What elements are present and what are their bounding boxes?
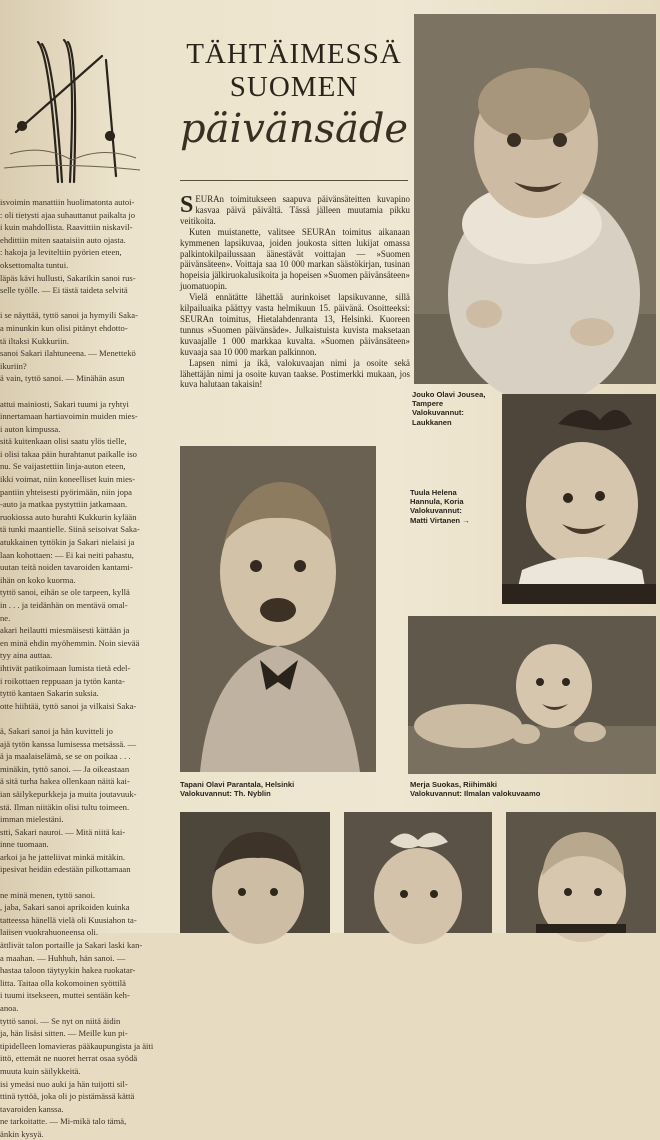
article-paragraph-2: Kuten muistanette, valitsee SEURAn toimitus aikanaan kymmenen lapsikuvaa, joiden joukosta sitten lukijat omassa palkintokilpailussaan äänestävät voittajan — »Suomen päivänsäteen». Voittaja saa 10 000 markan säästökirjan, tusinan hopeisia jälkiruokalusikoita ja hopeisen »Suomen päivänsäteen» juomatuopin. <box>180 226 410 292</box>
caption-merja: Merja Suokas, Riihimäki Valokuvannut: Ilmalan valokuvaamo <box>410 780 541 799</box>
headline-script: päivänsäde <box>180 106 409 152</box>
left-story-line: minäkin, tyttö sanoi. — Ja oikeastaan <box>0 763 130 774</box>
photo-child-bottom-1 <box>180 812 330 933</box>
left-story-line: : hakoja ja leviteltiin pyörien eteen, <box>0 247 122 258</box>
left-story-line: ihtivät patikoimaan lumista tietä edel- <box>0 662 131 673</box>
left-story-line: ttinä tyttöä, joka oli jo pistämässä kättä <box>0 1091 135 1102</box>
left-story-line: ne tarkoitatte. — Mi-mikä talo tämä, <box>0 1116 127 1127</box>
photo-child-bottom-2 <box>344 812 492 933</box>
left-story-line: otte hiihtää, tyttö sanoi ja vilkaisi Saka- <box>0 700 137 711</box>
left-story-line: ä vain, tyttö sanoi. — Minähän asun <box>0 373 125 384</box>
left-story-line: pantiin yhteisesti pyörimään, niin jopa <box>0 486 132 497</box>
left-story-line: atukkainen tyttökin ja Sakari nielaisi ja <box>0 537 135 548</box>
left-story-line: oksettomalta tuntui. <box>0 259 69 270</box>
left-story-line: tä iltaksi Kukkuriin. <box>0 335 69 346</box>
left-story-line: tipidelleen lomavieras pääkaupungista ja äiti <box>0 1040 154 1051</box>
left-story-line: nu. Se vaijastettiin linja-auton eteen, <box>0 461 126 472</box>
left-story-line <box>0 877 172 888</box>
left-story-line: i roikottaen reppuaan ja tytön kanta- <box>0 675 125 686</box>
left-story-line: ehdittiin miten saataisiin auto ojasta. <box>0 234 126 245</box>
left-story-line: ne minä menen, tyttö sanoi. <box>0 889 95 900</box>
photo-child-bottom-3 <box>506 812 656 933</box>
drop-cap: S <box>180 192 194 218</box>
left-story-line: , jaba, Sakari sanoi aprikoiden kuinka <box>0 902 130 913</box>
article-paragraph-1: S EURAn toimitukseen saapuva päivänsäteitten kuvapino kasvaa päivä päivältä. Tässä jälleen muutamia pikku veitikoita. <box>180 192 410 226</box>
left-story-line: en minä ehdin myöhemmin. Noin sievää <box>0 637 140 648</box>
left-story-line: inne tuomaan. <box>0 839 49 850</box>
left-story-line: ikuriin? <box>0 360 27 371</box>
left-story-line: ättlivät talon portaille ja Sakari laski kan- <box>0 940 143 951</box>
left-story-line: litta. Taitaa olla kokomoinen syöttilä <box>0 977 126 988</box>
left-story-line: attui mainiosti, Sakari tuumi ja ryhtyi <box>0 398 129 409</box>
left-story-line: stti, Sakari nauroi. — Mitä niitä kai- <box>0 826 126 837</box>
left-story-line: ne. <box>0 612 11 623</box>
article-body <box>180 194 410 390</box>
left-story-line: ihän on koko kuorma. <box>0 574 76 585</box>
photo-baby-jouko <box>414 14 656 384</box>
left-story-line: i tuumi itsekseen, muttei sentään keh- <box>0 990 130 1001</box>
left-story-line: sanoi Sakari ilahtuneena. — Menettekö <box>0 348 136 359</box>
caption-tuula: Tuula Helena Hannula, Koria Valokuvannut: Matti Virtanen → <box>410 488 470 525</box>
left-story-line: i kuin mahdollista. Raavittiin niskavil- <box>0 222 133 233</box>
left-story-line: ä ja maalaiselämä, se se on poikaa . . . <box>0 751 131 762</box>
left-story-line: tatteessa hänellä vielä oli Kuusiahon ta- <box>0 914 137 925</box>
article-paragraph-3: Vielä ennätätte lähettää aurinkoiset lapsikuvanne, sillä kilpailuaika päättyy vasta helmikuun 15. päivänä. Osoitteeksi: SEURAn toimitus, Hietalahdenranta 13, Helsinki. Kuoreen tunnus »Suomen päivänsäde». Julkaistuista kuvista maksetaan kuvaajalle 1 000 markkaa kuvalta. »Suomen päivänsäteen» kuvaaja saa 10 000 markan palkinnon. <box>180 292 410 357</box>
left-story-line: innertamaan hartiavoimin muiden mies- <box>0 411 138 422</box>
left-story-line: a maahan. — Huhhuh, hän sanoi. — <box>0 952 126 963</box>
left-story-line: ajä tytön kanssa lumisessa metsässä. — <box>0 738 137 749</box>
left-story-line <box>0 713 172 724</box>
left-story-line: läpäs kävi hullusti, Sakarikin sanoi rus- <box>0 272 136 283</box>
left-story-line: stä. Ilman niitäkin olisi tultu toimeen. <box>0 801 130 812</box>
left-story-line: -auto ja matkaa pystyttiin jatkamaan. <box>0 499 128 510</box>
left-story-line: isi ymeäsi nuo auki ja hän tuijotti sil- <box>0 1078 128 1089</box>
photo-boy-tapani <box>180 446 376 772</box>
photo-baby-tuula <box>502 394 656 604</box>
left-story-line: ipesivat heidän edestään pilkottamaan <box>0 864 131 875</box>
left-story-line: ä, Sakari sanoi ja hän kuvitteli jo <box>0 725 113 736</box>
left-story-line: tyttö sanoi. — Se nyt on niitä äidin <box>0 1015 121 1026</box>
left-story-line <box>0 386 172 397</box>
left-story-line: tyy aina auttaa. <box>0 650 53 661</box>
photo-baby-merja <box>408 616 656 774</box>
left-story-line: a minunkin kun olisi pitänyt ehdotto- <box>0 322 128 333</box>
left-story-line: arkoi ja he jatteliivat minkä mitäkin. <box>0 851 126 862</box>
left-story-line: ja, hän lisäsi sitten. — Meille kun pi- <box>0 1028 128 1039</box>
left-story-line: i auton kimpussa. <box>0 423 61 434</box>
left-story-line: isvoimin manattiin huolimatonta autoi- <box>0 197 135 207</box>
left-story-line: in . . . ja teidänhän on mentävä omal- <box>0 600 128 610</box>
left-story-line: tyttö kantaen Sakarin suksia. <box>0 688 99 699</box>
left-story-line: laiisen vuokrahuoneensa oli. <box>0 927 99 938</box>
left-story-line: sitä kuitenkaan olisi saatu ylös tielle, <box>0 436 127 447</box>
left-story-line: hastaa taloon täytyykin hakea ruokatar- <box>0 965 136 976</box>
left-story-line: selle työlle. — Ei tästä taideta selvitä <box>0 285 128 296</box>
left-story-line: tavaroiden kanssa. <box>0 1103 64 1114</box>
left-story-line: imman mielestäni. <box>0 814 64 825</box>
left-story-line: ä sitä turha hakea ollenkaan näitä kai- <box>0 776 130 787</box>
skis-and-poles-illustration <box>2 36 142 186</box>
left-story-line: änkin kysyä. <box>0 1128 44 1139</box>
left-story-line <box>0 298 172 309</box>
left-story-line: ian säilykepurkkeja ja muita joutavuuk- <box>0 788 137 799</box>
left-story-line: ittö, ettemät ne nuoret herrat osaa syödä <box>0 1053 138 1064</box>
left-story-line: ruokiossa auto hurahti Kukkurin kylään <box>0 511 137 522</box>
left-story-line: tyttö sanoi, eihän se ole tarpeen, kyllä <box>0 587 130 598</box>
headline-line-2: SUOMEN <box>229 71 359 103</box>
left-story-line: i olisi takaa päin hurahtanut paikalle iso <box>0 448 137 459</box>
caption-tapani: Tapani Olavi Parantala, Helsinki Valokuvannut: Th. Nyblin <box>180 780 295 799</box>
left-story-line: laan kohottaen: — Ei kai neiti pahastu, <box>0 549 134 560</box>
article-paragraph-4: Lapsen nimi ja ikä, valokuvaajan nimi ja osoite sekä lähettäjän nimi ja osoite kuvan taakse. Postimerkki mukaan, jos kuva halutaan takaisin! <box>180 357 410 390</box>
left-story-line: muuta kuin säilykkeitä. <box>0 1065 81 1076</box>
left-story-column <box>0 197 172 1139</box>
headline-line-1: TÄHTÄIMESSÄ <box>186 38 402 70</box>
left-story-line: : oli tietysti ajaa suhauttanut paikalta jo <box>0 209 136 220</box>
left-story-line: anoa. <box>0 1003 19 1013</box>
caption-jouko: Jouko Olavi Jousea, Tampere Valokuvannut: Laukkanen <box>412 390 486 427</box>
left-story-line: akari heilautti miesmäisesti kättään ja <box>0 625 130 636</box>
left-story-line: ikki voimat, niin koneelliset kuin mies- <box>0 474 136 485</box>
headline-rule <box>180 180 408 181</box>
left-story-line: uutan teitä noiden tavaroiden kantami- <box>0 562 133 573</box>
left-story-line: tä tunki maantielle. Siinä seisoivat Saka- <box>0 524 140 535</box>
article-headline <box>180 38 408 152</box>
left-story-line: i se näyttää, tyttö sanoi ja hymyili Saka- <box>0 310 138 321</box>
